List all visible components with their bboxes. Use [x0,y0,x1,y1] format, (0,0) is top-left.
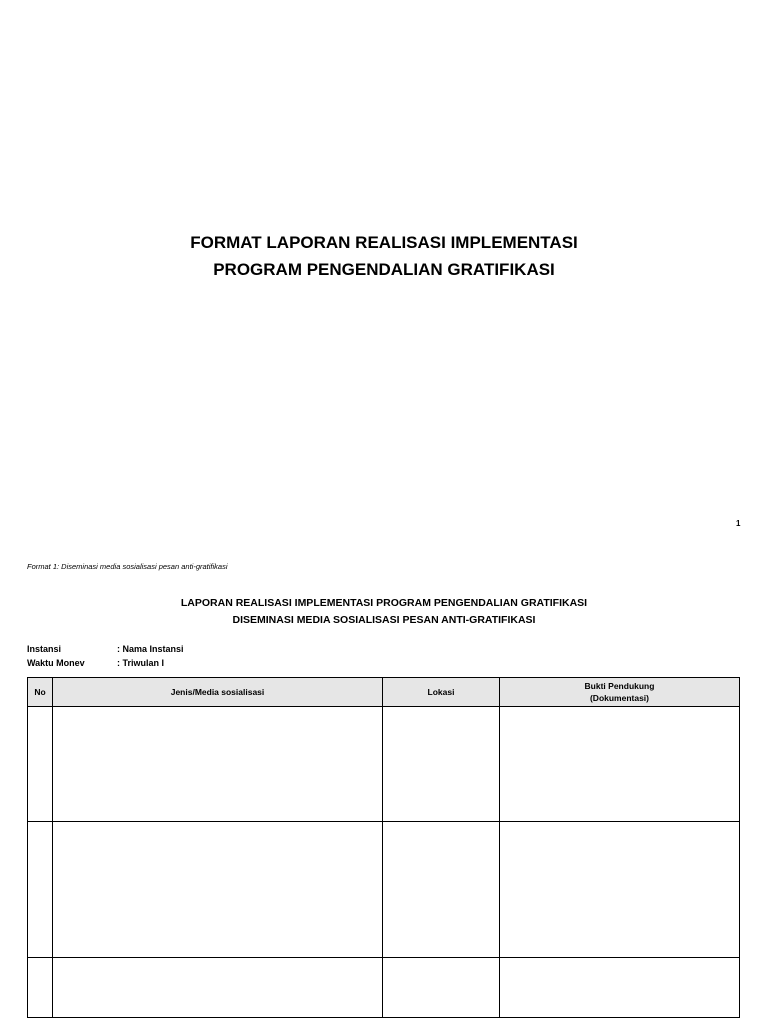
header-jenis-media: Jenis/Media sosialisasi [53,678,383,707]
waktu-monev-value: : Triwulan I [117,658,165,668]
report-title [0,595,768,629]
instansi-label: Instansi [27,644,62,654]
cell-bukti-pendukung[interactable] [500,822,740,958]
report-table [27,677,740,1018]
header-lokasi: Lokasi [383,678,500,707]
cell-no[interactable] [28,958,53,1018]
table-row [28,958,740,1018]
cover-title-line-2: PROGRAM PENGENDALIAN GRATIFIKASI [213,260,555,279]
cell-bukti-pendukung[interactable] [500,707,740,822]
cover-title [0,229,768,283]
waktu-monev-label: Waktu Monev [27,658,85,668]
cell-lokasi[interactable] [383,822,500,958]
header-bukti-line-2: (Dokumentasi) [589,693,650,703]
header-bukti-line-1: Bukti Pendukung [584,681,655,691]
header-no: No [28,678,53,707]
cover-title-line-1: FORMAT LAPORAN REALISASI IMPLEMENTASI [190,233,578,252]
format-caption: Format 1: Diseminasi media sosialisasi pesan anti-gratifikasi [27,562,228,571]
meta-row-instansi [27,642,184,656]
cell-lokasi[interactable] [383,707,500,822]
table-row [28,707,740,822]
cell-bukti-pendukung[interactable] [500,958,740,1018]
cell-jenis-media[interactable] [53,958,383,1018]
cell-no[interactable] [28,707,53,822]
page-number: 1 [736,519,741,528]
table-row [28,822,740,958]
cell-lokasi[interactable] [383,958,500,1018]
report-title-line-2: DISEMINASI MEDIA SOSIALISASI PESAN ANTI-GRATIFIKASI [232,614,536,626]
report-title-line-1: LAPORAN REALISASI IMPLEMENTASI PROGRAM PENGENDALIAN GRATIFIKASI [180,597,588,609]
cell-no[interactable] [28,822,53,958]
cell-jenis-media[interactable] [53,822,383,958]
header-bukti-pendukung [500,678,740,707]
table-header-row [28,678,740,707]
report-meta [27,642,184,670]
meta-row-waktu [27,656,184,670]
instansi-value: : Nama Instansi [117,644,184,654]
cell-jenis-media[interactable] [53,707,383,822]
